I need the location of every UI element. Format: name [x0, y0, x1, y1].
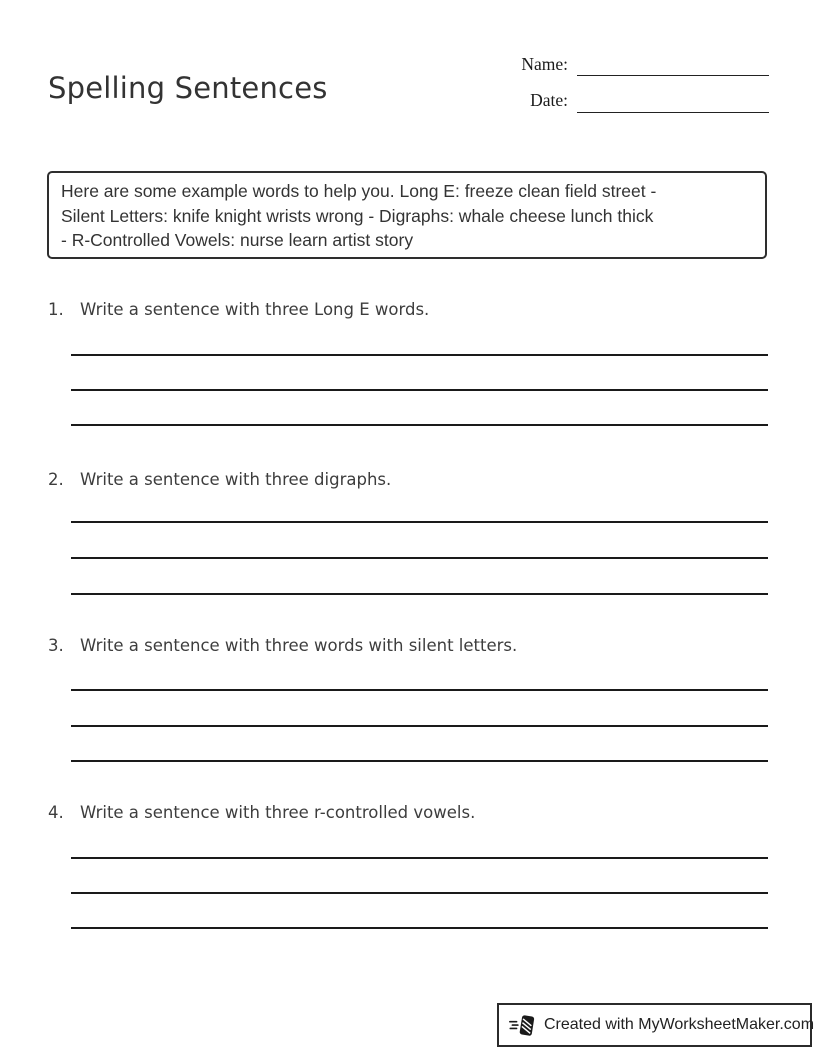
instructions-text-line: - R-Controlled Vowels: nurse learn artist story: [61, 230, 414, 250]
question-text: Write a sentence with three digraphs.: [80, 470, 392, 489]
question-number: 1.: [48, 300, 64, 319]
footer-credit-text: Created with MyWorksheetMaker.com: [544, 1016, 815, 1033]
answer-line: [71, 521, 768, 523]
answer-line: [71, 760, 768, 762]
instructions-text-line: Silent Letters: knife knight wrists wrong - Digraphs: whale cheese lunch thick: [61, 205, 654, 226]
instructions-box: [47, 171, 767, 259]
answer-line: [71, 927, 768, 929]
question-number: 2.: [48, 470, 64, 489]
answer-line: [71, 689, 768, 691]
answer-line: [71, 389, 768, 391]
question-number: 4.: [48, 803, 64, 822]
page-title: Spelling Sentences: [48, 71, 328, 106]
question-text: Write a sentence with three Long E words.: [80, 300, 430, 319]
date-blank-line: [577, 112, 769, 113]
flying-worksheet-logo-icon: [509, 1012, 536, 1039]
question-text: Write a sentence with three r-controlled vowels.: [80, 803, 476, 822]
footer-badge: [497, 1003, 815, 1047]
instructions-text-line: Here are some example words to help you. Long E: freeze clean field street -: [61, 181, 657, 201]
answer-line: [71, 892, 768, 894]
answer-line: [71, 424, 768, 426]
name-blank-line: [577, 75, 769, 76]
question-number: 3.: [48, 636, 64, 655]
name-label: Name:: [521, 54, 568, 74]
answer-line: [71, 354, 768, 356]
date-label: Date:: [530, 90, 568, 110]
answer-line: [71, 725, 768, 727]
answer-line: [71, 593, 768, 595]
answer-line: [71, 557, 768, 559]
answer-line: [71, 857, 768, 859]
question-text: Write a sentence with three words with silent letters.: [80, 636, 518, 655]
